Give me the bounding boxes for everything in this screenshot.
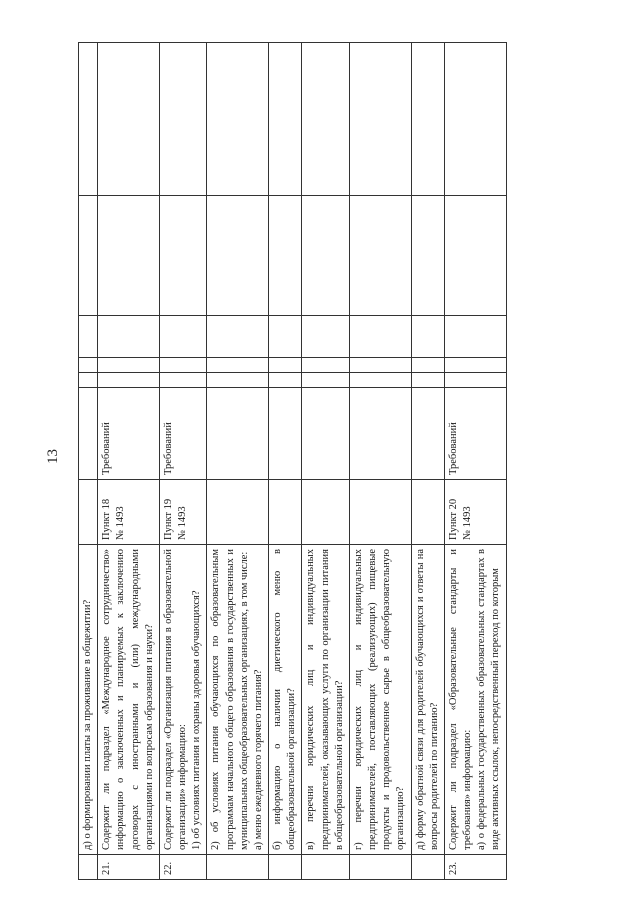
table-row xyxy=(159,43,207,880)
checklist-table xyxy=(78,42,507,880)
not-applicable-cell xyxy=(159,316,207,358)
item-number xyxy=(207,855,269,880)
question-text: б) информацию о наличии диетического меню в общеобразовательной организации? xyxy=(269,545,302,855)
note-cell xyxy=(207,196,269,316)
answer-no-cell xyxy=(302,358,350,373)
requirement-text xyxy=(207,388,269,480)
legal-basis: Пункт 19 № 1493 xyxy=(159,480,207,545)
legal-basis xyxy=(349,480,411,545)
extra-cell xyxy=(269,43,302,196)
table-row xyxy=(444,43,506,880)
extra-cell xyxy=(349,43,411,196)
requirement-text: Требований xyxy=(444,388,506,480)
question-text: в) перечни юридических лиц и индивидуальных предпринимателей, оказывающих услуги по организации питания в общеобразовательной организации? xyxy=(302,545,350,855)
legal-basis xyxy=(302,480,350,545)
not-applicable-cell xyxy=(302,316,350,358)
note-cell xyxy=(98,196,160,316)
page-number: 13 xyxy=(45,449,61,464)
answer-no-cell xyxy=(349,358,411,373)
requirement-text: Требований xyxy=(98,388,160,480)
answer-yes-cell xyxy=(444,373,506,388)
not-applicable-cell xyxy=(207,316,269,358)
answer-no-cell xyxy=(159,358,207,373)
extra-cell xyxy=(302,43,350,196)
item-number xyxy=(79,855,98,880)
answer-yes-cell xyxy=(79,373,98,388)
answer-no-cell xyxy=(98,358,160,373)
checklist-sheet xyxy=(78,42,620,880)
note-cell xyxy=(269,196,302,316)
legal-basis xyxy=(207,480,269,545)
item-number: 22. xyxy=(159,855,207,880)
not-applicable-cell xyxy=(411,316,444,358)
extra-cell xyxy=(98,43,160,196)
extra-cell xyxy=(159,43,207,196)
extra-cell xyxy=(79,43,98,196)
table-row xyxy=(349,43,411,880)
requirement-text xyxy=(302,388,350,480)
answer-yes-cell xyxy=(349,373,411,388)
table-row xyxy=(98,43,160,880)
not-applicable-cell xyxy=(444,316,506,358)
answer-yes-cell xyxy=(269,373,302,388)
extra-cell xyxy=(444,43,506,196)
note-cell xyxy=(302,196,350,316)
requirement-text xyxy=(269,388,302,480)
question-text: Содержит ли подраздел «Организация питания в образовательной организации» информацию: 1) об условиях питания и охраны здоровья обучающихся? xyxy=(159,545,207,855)
table-row xyxy=(411,43,444,880)
question-text: г) перечни юридических лиц и индивидуальных предпринимателей, поставляющих (реализующих) пищевые продукты и продовольственное сырье в общеобразовательную организацию? xyxy=(349,545,411,855)
note-cell xyxy=(79,196,98,316)
answer-yes-cell xyxy=(411,373,444,388)
question-text: д) о формировании платы за проживание в общежитии? xyxy=(79,545,98,855)
answer-no-cell xyxy=(207,358,269,373)
not-applicable-cell xyxy=(349,316,411,358)
table-row xyxy=(269,43,302,880)
legal-basis xyxy=(269,480,302,545)
note-cell xyxy=(159,196,207,316)
answer-yes-cell xyxy=(207,373,269,388)
table-row xyxy=(79,43,98,880)
extra-cell xyxy=(207,43,269,196)
note-cell xyxy=(349,196,411,316)
answer-no-cell xyxy=(79,358,98,373)
legal-basis xyxy=(411,480,444,545)
requirement-text xyxy=(79,388,98,480)
answer-yes-cell xyxy=(98,373,160,388)
item-number xyxy=(349,855,411,880)
answer-no-cell xyxy=(411,358,444,373)
item-number: 23. xyxy=(444,855,506,880)
legal-basis xyxy=(79,480,98,545)
question-text: д) форму обратной связи для родителей обучающихся и ответы на вопросы родителей по питанию? xyxy=(411,545,444,855)
table-row xyxy=(302,43,350,880)
answer-yes-cell xyxy=(302,373,350,388)
item-number xyxy=(269,855,302,880)
requirement-text: Требований xyxy=(159,388,207,480)
not-applicable-cell xyxy=(79,316,98,358)
item-number xyxy=(411,855,444,880)
answer-yes-cell xyxy=(159,373,207,388)
question-text: 2) об условиях питания обучающихся по образовательным программам начального общего образования в государственных и муниципальных общеобразовательных организациях, в том числе: а) меню ежедневного горячего питания? xyxy=(207,545,269,855)
table-row xyxy=(207,43,269,880)
item-number xyxy=(302,855,350,880)
not-applicable-cell xyxy=(98,316,160,358)
answer-no-cell xyxy=(444,358,506,373)
not-applicable-cell xyxy=(269,316,302,358)
requirement-text xyxy=(349,388,411,480)
extra-cell xyxy=(411,43,444,196)
item-number: 21. xyxy=(98,855,160,880)
note-cell xyxy=(411,196,444,316)
question-text: Содержит ли подраздел «Международное сотрудничество» информацию о заключенных и планируемых к заключению договорах с иностранными и (или) международными организациями по вопросам образования и науки? xyxy=(98,545,160,855)
question-text: Содержит ли подраздел «Образовательные стандарты и требования» информацию: а) о федеральных государственных образовательных стандартах в виде активных ссылок, непосредственный переход по которым xyxy=(444,545,506,855)
note-cell xyxy=(444,196,506,316)
legal-basis: Пункт 18 № 1493 xyxy=(98,480,160,545)
legal-basis: Пункт 20 № 1493 xyxy=(444,480,506,545)
requirement-text xyxy=(411,388,444,480)
answer-no-cell xyxy=(269,358,302,373)
